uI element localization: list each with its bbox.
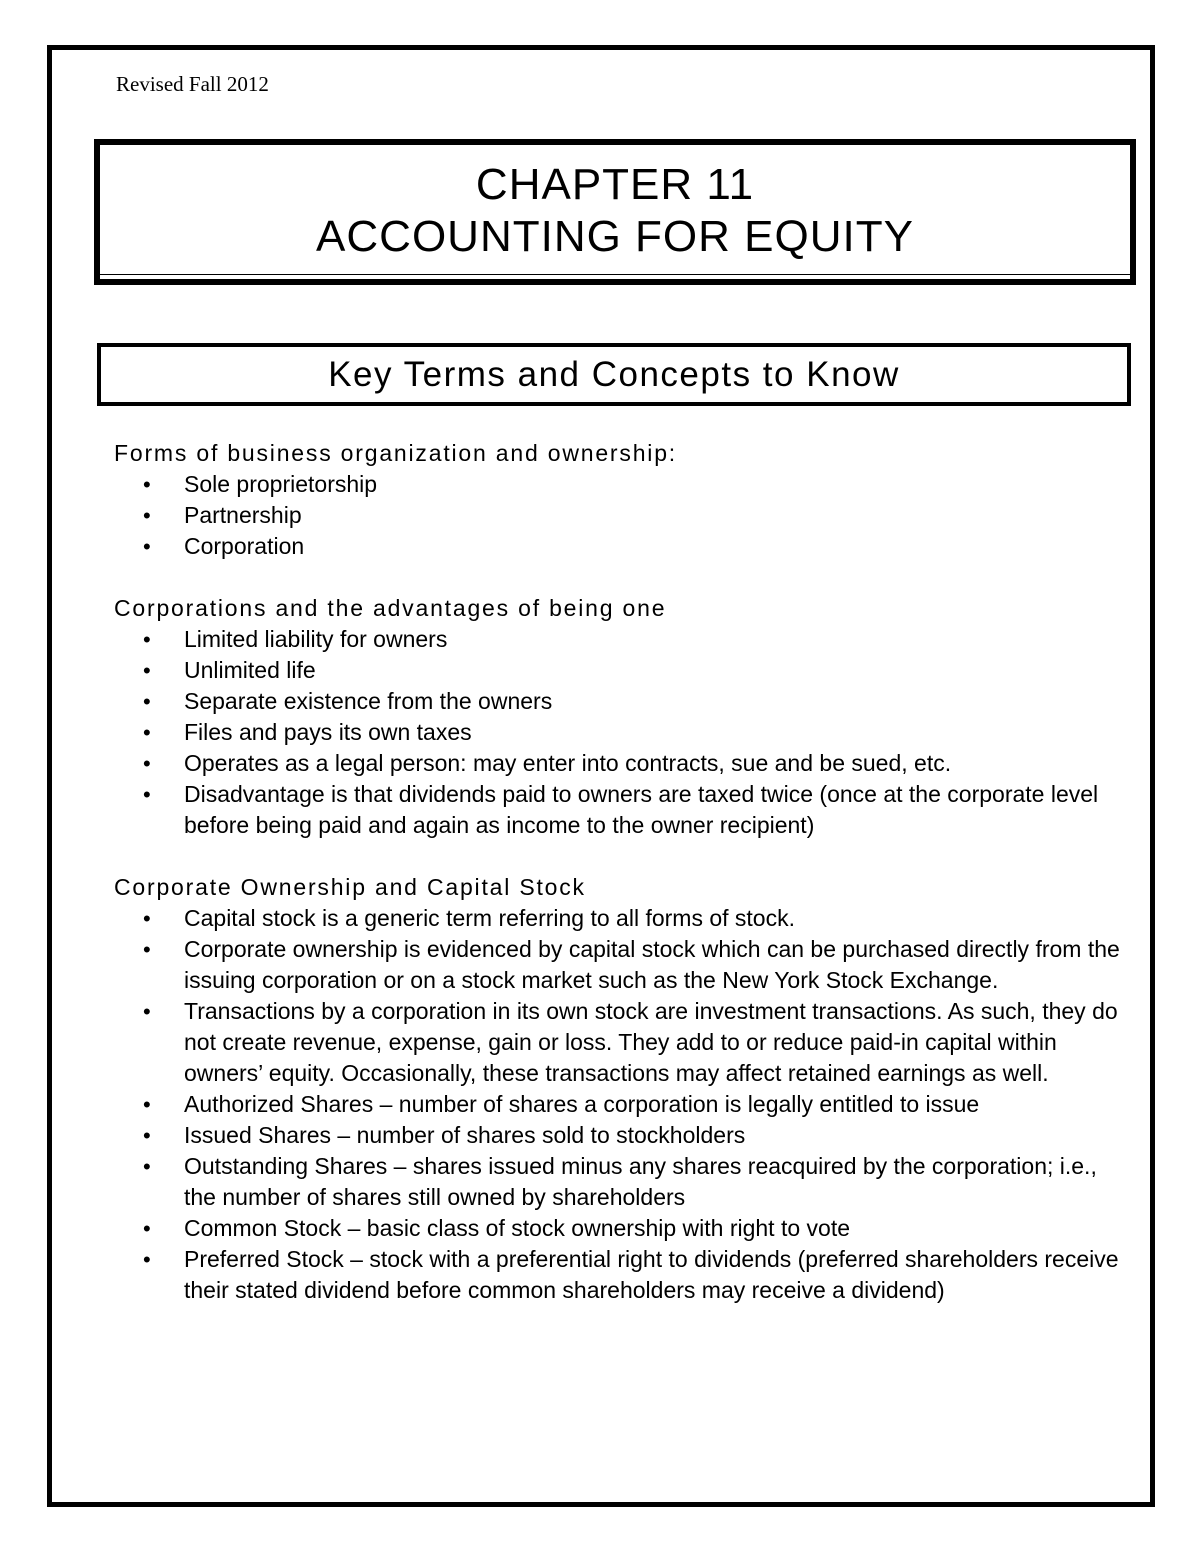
section-capital-stock <box>114 872 1124 1306</box>
chapter-title: ACCOUNTING FOR EQUITY <box>316 212 914 261</box>
list-item: • Files and pays its own taxes <box>114 717 1124 748</box>
list-item: • Corporation <box>114 531 1124 562</box>
list-item: • Authorized Shares – number of shares a corporation is legally entitled to issue <box>114 1089 1124 1120</box>
list-item: • Common Stock – basic class of stock ownership with right to vote <box>114 1213 1124 1244</box>
section-heading: Corporate Ownership and Capital Stock <box>114 874 586 900</box>
section-forms-of-business <box>114 438 1124 562</box>
chapter-title-box <box>94 139 1136 285</box>
document-body <box>114 438 1124 1337</box>
section-heading: Forms of business organization and ownership: <box>114 440 677 466</box>
section-heading: Corporations and the advantages of being one <box>114 595 667 621</box>
list-item: • Issued Shares – number of shares sold to stockholders <box>114 1120 1124 1151</box>
section-corporation-advantages <box>114 593 1124 841</box>
revision-note: Revised Fall 2012 <box>116 72 269 96</box>
bullet-list <box>114 624 1124 841</box>
bullet-list <box>114 903 1124 1306</box>
list-item: • Corporate ownership is evidenced by capital stock which can be purchased directly from the issuing corporation or on a stock market such as the New York Stock Exchange. <box>114 934 1124 996</box>
list-item: • Limited liability for owners <box>114 624 1124 655</box>
list-item: • Operates as a legal person: may enter into contracts, sue and be sued, etc. <box>114 748 1124 779</box>
list-item: • Preferred Stock – stock with a preferential right to dividends (preferred shareholders receive their stated dividend before common shareholders may receive a dividend) <box>114 1244 1124 1306</box>
list-item: • Unlimited life <box>114 655 1124 686</box>
list-item: • Sole proprietorship <box>114 469 1124 500</box>
list-item: • Disadvantage is that dividends paid to owners are taxed twice (once at the corporate level before being paid and again as income to the owner recipient) <box>114 779 1124 841</box>
list-item: • Outstanding Shares – shares issued minus any shares reacquired by the corporation; i.e., the number of shares still owned by shareholders <box>114 1151 1124 1213</box>
list-item: • Separate existence from the owners <box>114 686 1124 717</box>
bullet-list <box>114 469 1124 562</box>
list-item: • Partnership <box>114 500 1124 531</box>
list-item: • Transactions by a corporation in its own stock are investment transactions. As such, they do not create revenue, expense, gain or loss. They add to or reduce paid-in capital within owners’ equity. Occasionally, these transactions may affect retained earnings as well. <box>114 996 1124 1089</box>
list-item: • Capital stock is a generic term referring to all forms of stock. <box>114 903 1124 934</box>
chapter-number: CHAPTER 11 <box>475 160 755 209</box>
key-terms-heading: Key Terms and Concepts to Know <box>97 343 1131 406</box>
